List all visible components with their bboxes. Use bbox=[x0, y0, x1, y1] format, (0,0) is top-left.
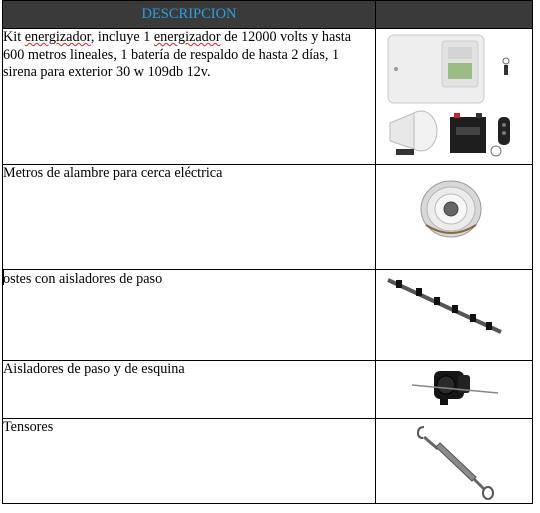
table-row bbox=[3, 270, 533, 361]
row-description: Tensores bbox=[3, 419, 376, 504]
table-row bbox=[3, 165, 533, 270]
wire-spool-image bbox=[376, 165, 533, 270]
header-description: DESCRIPCION bbox=[3, 1, 376, 29]
table-row bbox=[3, 29, 533, 165]
row-description: Metros de alambre para cerca eléctrica bbox=[3, 165, 376, 270]
turnbuckle-tensor-image bbox=[376, 419, 533, 504]
corner-insulator-image bbox=[376, 361, 533, 419]
energizer-kit-image bbox=[376, 29, 533, 165]
header-image-column bbox=[376, 1, 533, 29]
product-table bbox=[2, 0, 533, 504]
table-row bbox=[3, 361, 533, 419]
post-with-insulators-image bbox=[376, 270, 533, 361]
header-row bbox=[3, 1, 533, 29]
row-description: ostes con aisladores de paso bbox=[3, 270, 376, 361]
row-description: Aisladores de paso y de esquina bbox=[3, 361, 376, 419]
row-description: Kit energizador, incluye 1 energizador de 12000 volts y hasta 600 metros lineales, 1 batería de respaldo de hasta 2 días, 1 sirena para exterior 30 w 109db 12v. bbox=[3, 29, 376, 165]
table-row bbox=[3, 419, 533, 504]
